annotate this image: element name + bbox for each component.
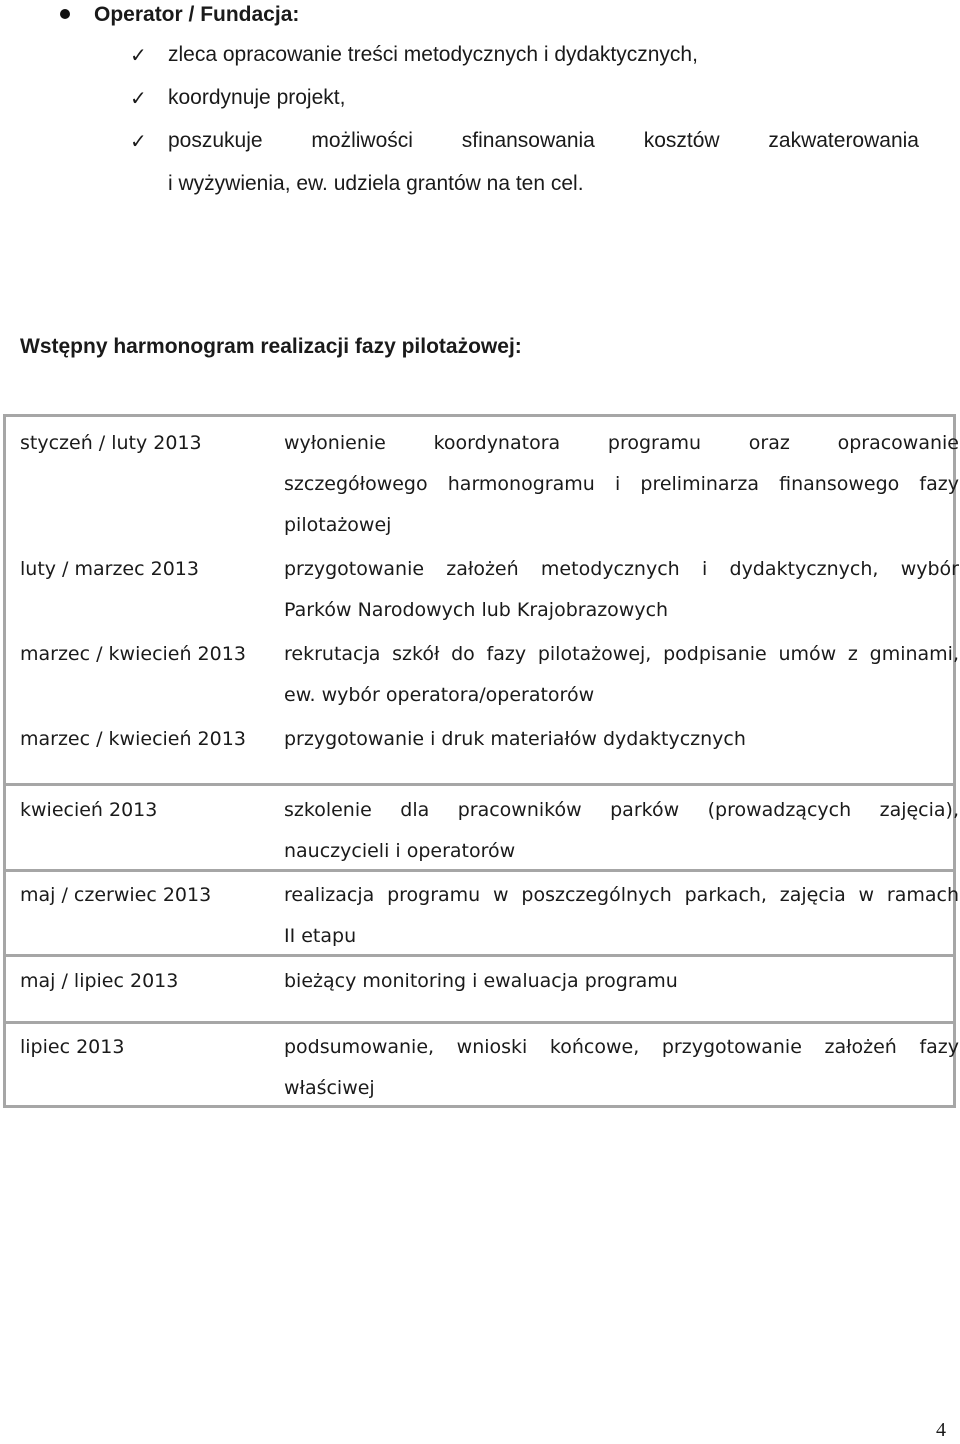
schedule-date: maj / lipiec 2013 — [20, 970, 179, 992]
schedule-date: kwiecień 2013 — [20, 799, 158, 821]
operator-item-word: zakwaterowania — [768, 129, 919, 152]
schedule-line: szkolenie dla pracowników parków (prowadzących zajęcia), — [284, 799, 959, 821]
operator-item-text — [168, 128, 919, 154]
schedule-heading: Wstępny harmonogram realizacji fazy pilotażowej: — [20, 335, 522, 358]
schedule-line: przygotowanie i druk materiałów dydaktycznych — [284, 728, 746, 750]
operator-item-word: możliwości — [311, 129, 413, 152]
operator-item-continuation: i wyżywienia, ew. udziela grantów na ten cel. — [168, 172, 584, 195]
bullet-icon — [60, 9, 70, 19]
checkmark-icon: ✓ — [130, 86, 147, 110]
schedule-line: II etapu — [284, 925, 357, 947]
schedule-date: marzec / kwiecień 2013 — [20, 728, 246, 750]
schedule-line: realizacja programu w poszczególnych parkach, zajęcia w ramach — [284, 884, 959, 906]
schedule-date: luty / marzec 2013 — [20, 558, 199, 580]
schedule-description — [284, 790, 959, 872]
page-number: 4 — [936, 1419, 946, 1441]
schedule-line: Parków Narodowych lub Krajobrazowych — [284, 599, 669, 621]
table-divider — [6, 783, 953, 786]
schedule-line: wyłonienie koordynatora programu oraz opracowanie — [284, 432, 959, 454]
operator-item-text: koordynuje projekt, — [168, 86, 346, 109]
schedule-line: podsumowanie, wnioski końcowe, przygotowanie założeń fazy — [284, 1036, 959, 1058]
schedule-line: szczegółowego harmonogramu i preliminarza finansowego fazy — [284, 473, 959, 495]
schedule-line: właściwej — [284, 1077, 375, 1099]
schedule-table — [3, 414, 959, 1108]
operator-item-word: kosztów — [643, 129, 720, 152]
schedule-line: rekrutacja szkół do fazy pilotażowej, podpisanie umów z gminami, — [284, 643, 959, 665]
schedule-description — [284, 961, 959, 1002]
table-divider — [6, 1021, 953, 1024]
schedule-line: nauczycieli i operatorów — [284, 840, 516, 862]
checkmark-icon: ✓ — [130, 43, 147, 67]
schedule-description — [284, 1027, 959, 1109]
schedule-line: przygotowanie założeń metodycznych i dydaktycznych, wybór — [284, 558, 959, 580]
schedule-date: maj / czerwiec 2013 — [20, 884, 212, 906]
operator-item-word: sfinansowania — [461, 129, 595, 152]
checkmark-icon: ✓ — [130, 129, 147, 153]
schedule-description — [284, 549, 959, 631]
schedule-description — [284, 423, 959, 546]
schedule-date: styczeń / luty 2013 — [20, 432, 202, 454]
operator-heading: Operator / Fundacja: — [94, 3, 300, 26]
schedule-description — [284, 875, 959, 957]
table-divider — [6, 954, 953, 957]
schedule-description — [284, 634, 959, 716]
operator-item-text: zleca opracowanie treści metodycznych i dydaktycznych, — [168, 43, 698, 66]
operator-item-word: poszukuje — [168, 129, 263, 152]
schedule-description — [284, 719, 959, 760]
schedule-date: lipiec 2013 — [20, 1036, 125, 1058]
schedule-date: marzec / kwiecień 2013 — [20, 643, 246, 665]
schedule-line: ew. wybór operatora/operatorów — [284, 684, 595, 706]
table-divider — [6, 869, 953, 872]
schedule-line: pilotażowej — [284, 514, 392, 536]
schedule-line: bieżący monitoring i ewaluacja programu — [284, 970, 678, 992]
